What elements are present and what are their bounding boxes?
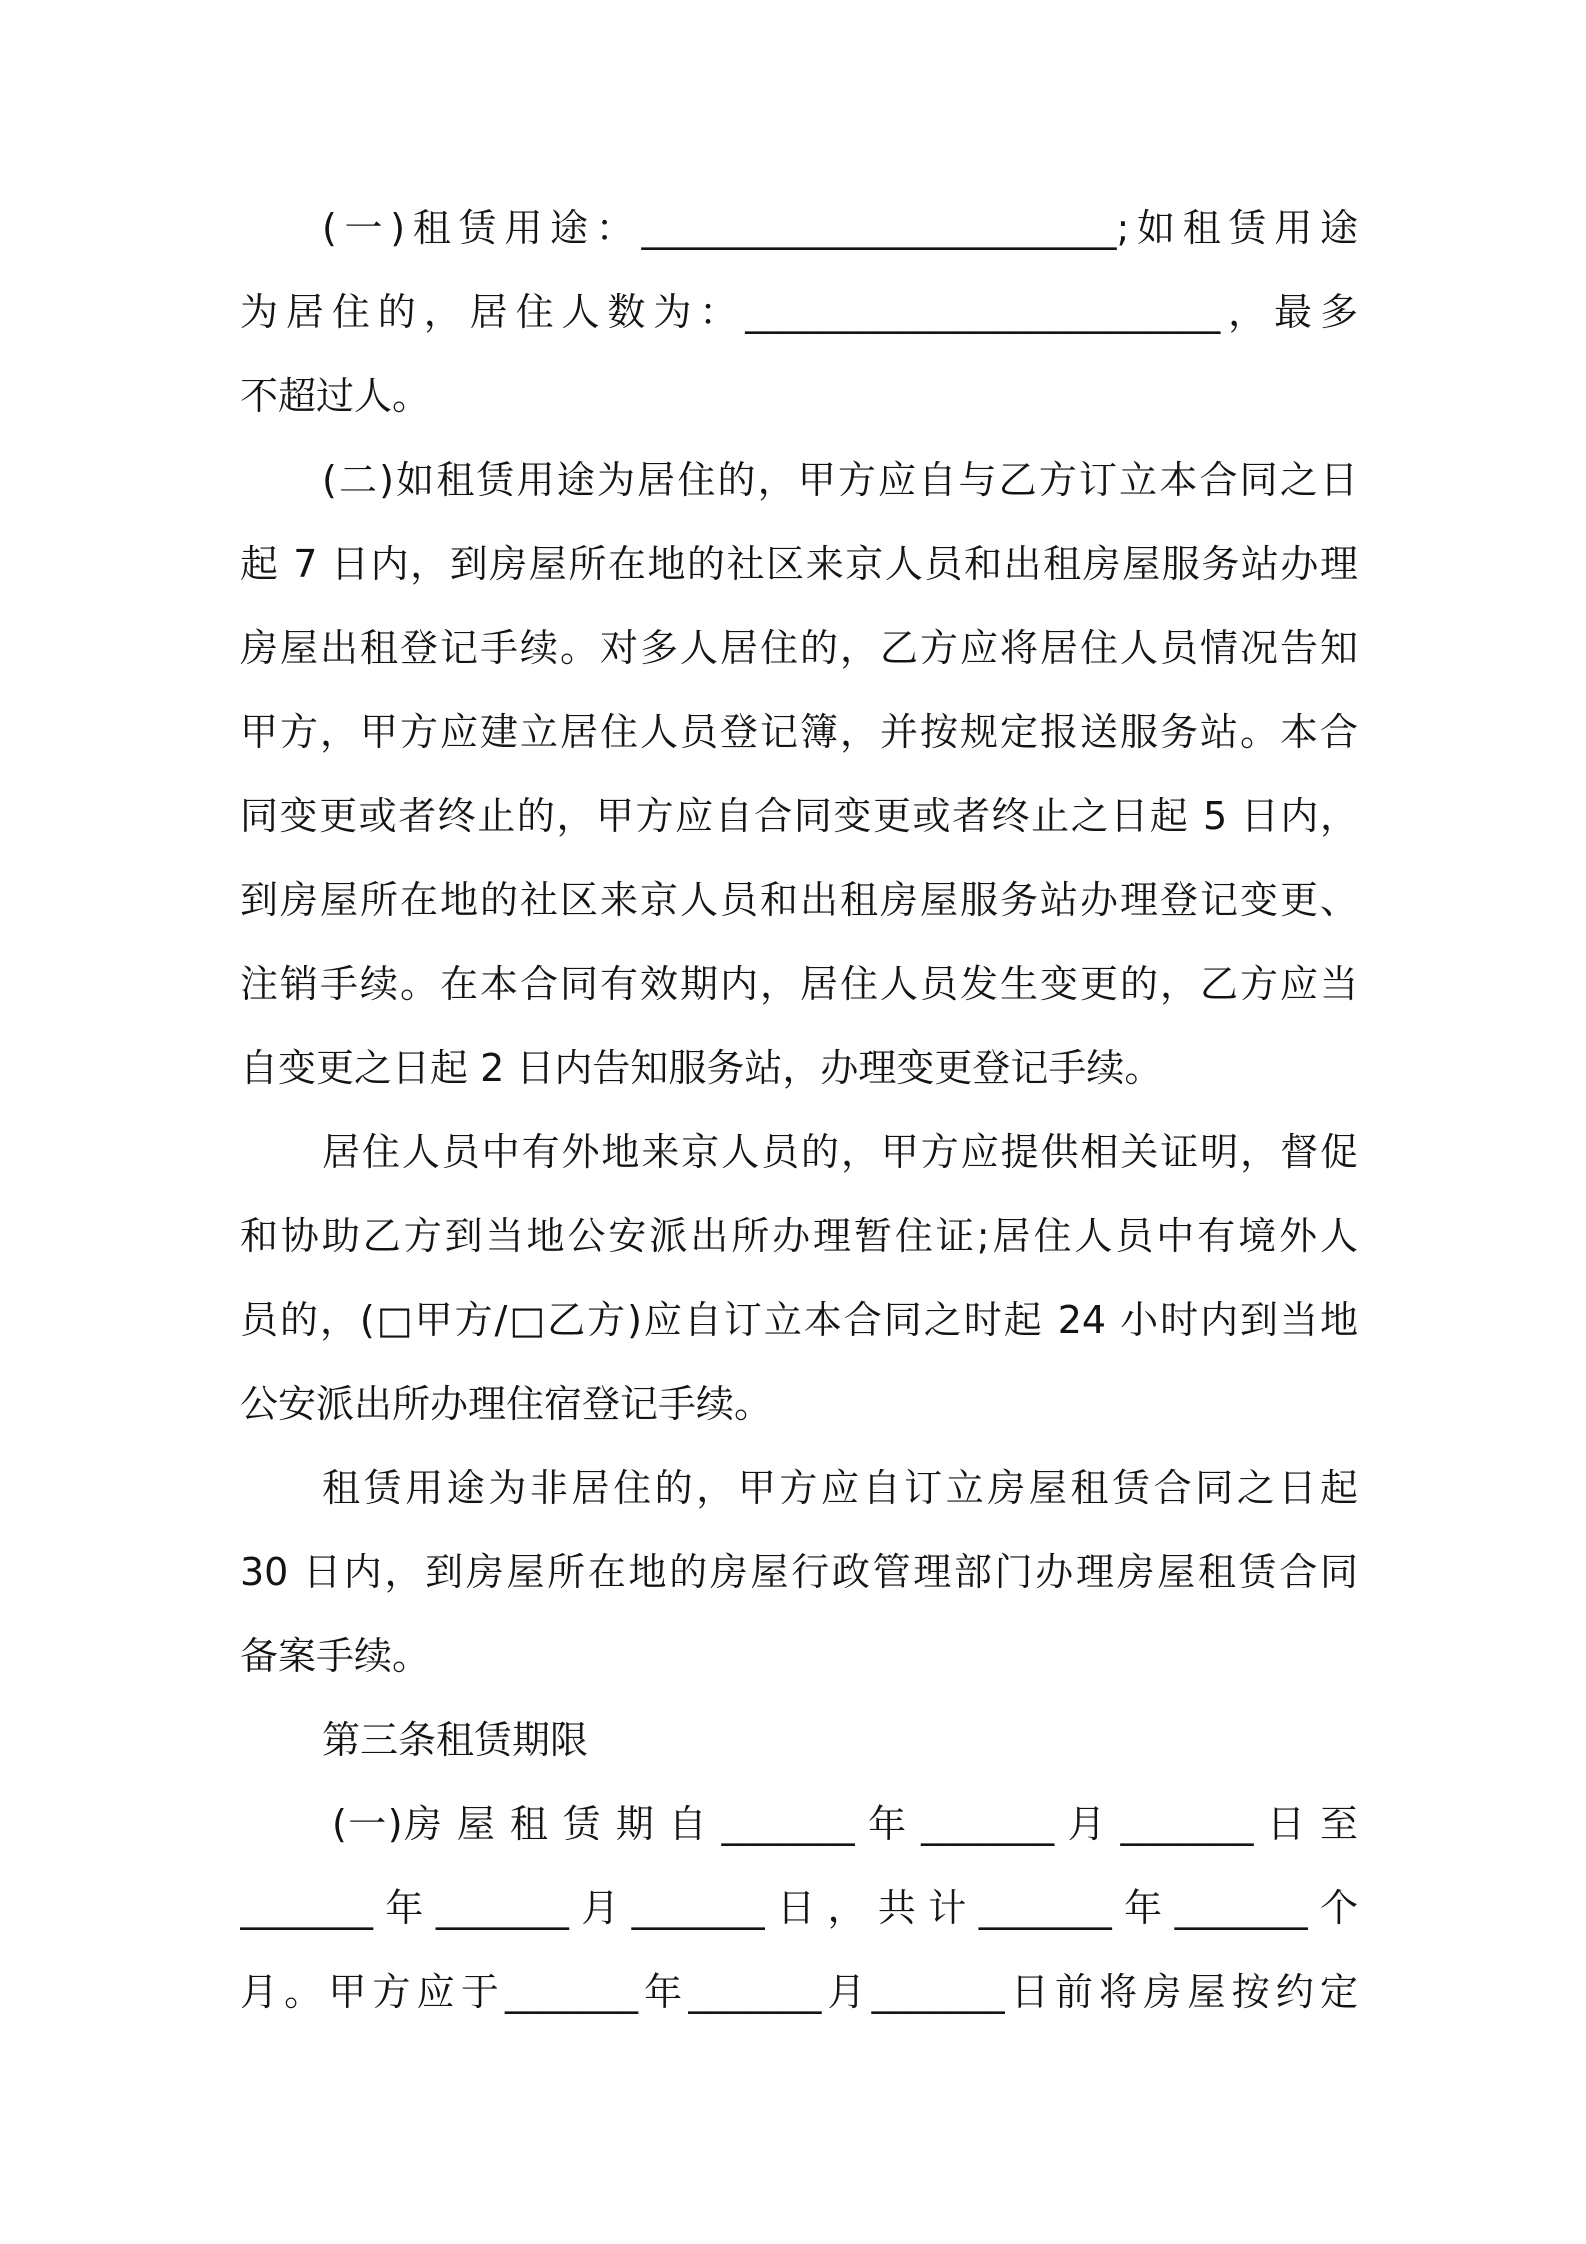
text-line: 注销手续。在本合同有效期内，居住人员发生变更的，乙方应当 [240, 962, 1358, 1006]
text-line: 自变更之日起 2 日内告知服务站，办理变更登记手续。 [240, 1046, 1163, 1090]
text-line: 30 日内，到房屋所在地的房屋行政管理部门办理房屋租赁合同 [240, 1550, 1358, 1594]
text-line: 月。甲方应于_______年_______月_______日前将房屋按约定 [240, 1970, 1358, 2014]
text-line: 员的，(□甲方/□乙方)应自订立本合同之时起 24 小时内到当地 [240, 1298, 1358, 1342]
text-line: 租赁用途为非居住的，甲方应自订立房屋租赁合同之日起 [322, 1466, 1358, 1510]
text-line: 同变更或者终止的，甲方应自合同变更或者终止之日起 5 日内， [240, 794, 1358, 838]
section-heading: 第三条租赁期限 [322, 1718, 589, 1762]
text-line: 为居住的，居住人数为：_________________________，最多 [240, 290, 1358, 334]
text-line: _______年_______月_______日，共计_______年_______个 [240, 1886, 1358, 1930]
text-line: 备案手续。 [240, 1634, 431, 1678]
text-line: (二)如租赁用途为居住的，甲方应自与乙方订立本合同之日 [322, 458, 1358, 502]
text-line: 不超过人。 [240, 374, 431, 418]
text-line: 房屋出租登记手续。对多人居住的，乙方应将居住人员情况告知 [240, 626, 1358, 670]
text-line: (一)房 屋 租 赁 期 自 _______ 年 _______ 月 _______ 日 至 [332, 1802, 1358, 1846]
text-line: 公安派出所办理住宿登记手续。 [240, 1382, 773, 1426]
text-line: 和协助乙方到当地公安派出所办理暂住证;居住人员中有境外人 [240, 1214, 1358, 1258]
text-line: 到房屋所在地的社区来京人员和出租房屋服务站办理登记变更、 [240, 878, 1358, 922]
text-line: 起 7 日内，到房屋所在地的社区来京人员和出租房屋服务站办理 [240, 542, 1358, 586]
text-line: 甲方，甲方应建立居住人员登记簿，并按规定报送服务站。本合 [240, 710, 1358, 754]
text-line: (一)租赁用途：_________________________;如租赁用途 [322, 206, 1358, 250]
text-line: 居住人员中有外地来京人员的，甲方应提供相关证明，督促 [322, 1130, 1358, 1174]
